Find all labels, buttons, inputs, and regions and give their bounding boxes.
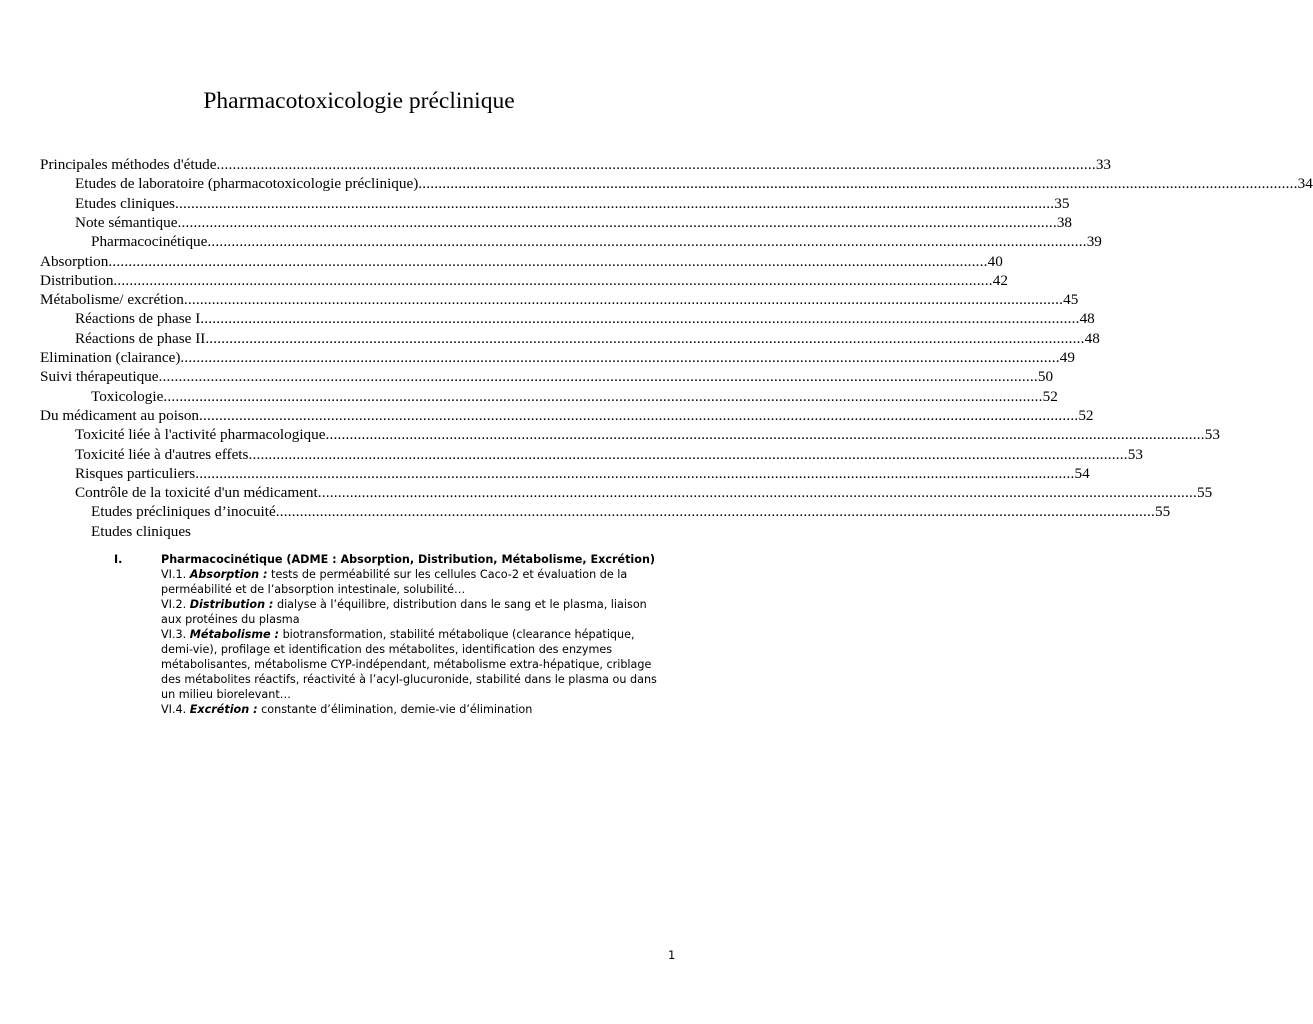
item-label: VI.1. [161,568,187,581]
section-title: Pharmacocinétique (ADME : Absorption, Distribution, Métabolisme, Excrétion) [161,553,656,566]
toc-entry-title: Du médicament au poison [40,406,200,424]
section-number: I. [114,553,123,566]
toc-entry-title: Réactions de phase II [75,329,206,347]
section-item-absorption [161,567,659,597]
toc-entry[interactable] [75,213,1072,232]
toc-dot-leader: ............................................................................................................................................................................................................................ [207,233,1087,251]
toc-entry-page: 53 [1204,426,1220,444]
toc-entry-title: Contrôle de la toxicité d'un médicament [75,484,318,502]
toc-dot-leader: ............................................................................................................................................................................................................................ [199,406,1079,424]
page-title: Pharmacotoxicologie préclinique [203,88,515,114]
toc-dot-leader: ............................................................................................................................................................................................................................ [205,329,1085,347]
toc-entry-page: 48 [1079,310,1095,328]
item-text: biotransformation, stabilité métabolique (clearance hépatique, demi-vie), profilage et identification des métabolites, identification des enzymes métabolisantes, métabolisme CYP-indépendant, métabolisme extra-hépatique, criblage des métabolites réactifs, réactivité à l’acyl-glucuronide, stabilité dans le plasma ou dans un milieu biorelevant… [161,628,657,701]
toc-entry-page: 34 [1297,175,1313,193]
toc-dot-leader: ............................................................................................................................................................................................................................ [177,213,1057,231]
toc-entry[interactable] [40,155,1112,174]
toc-entry-page: 35 [1054,194,1070,212]
item-term: Distribution : [189,598,274,611]
toc-entry-page: 50 [1037,368,1054,386]
section-item-distribution [161,597,659,627]
toc-entry-page: 38 [1056,213,1072,231]
toc-entry-page: 39 [1086,233,1102,251]
toc-entry[interactable] [40,367,1054,386]
toc-entry-page: 48 [1084,329,1100,347]
toc-entry-page: 40 [987,252,1003,270]
toc-entry-page: 42 [992,271,1008,289]
toc-dot-leader: ............................................................................................................................................................................................................................ [418,175,1298,193]
toc-entry-page: 45 [1063,291,1079,309]
toc-entry-title: Elimination (clairance) [40,349,181,366]
toc-entry-title: Distribution [40,271,114,289]
toc-entry[interactable] [75,483,1213,502]
toc-entry[interactable] [40,348,1075,367]
section-item-metabolism [161,627,659,702]
page-number: 1 [668,948,676,962]
toc-dot-leader: ............................................................................................................................................................................................................................ [325,426,1205,444]
section-body [161,567,659,717]
toc-entry-page: 55 [1197,484,1213,502]
toc-dot-leader: ............................................................................................................................................................................................................................ [275,503,1156,521]
toc-entry-page: 52 [1042,387,1058,405]
toc-entry-page: 49 [1059,349,1075,366]
toc-entry-title: Absorption [40,252,109,270]
toc-entry[interactable] [75,445,1143,464]
toc-entry[interactable] [40,406,1094,425]
toc-entry-title: Etudes de laboratoire (pharmacotoxicologie préclinique) [75,175,419,193]
toc-dot-leader: ............................................................................................................................................................................................................................ [108,252,988,270]
toc-entry-title: Réactions de phase I [75,310,201,328]
toc-entry[interactable] [75,309,1095,328]
toc-entry-title: Pharmacocinétique [91,233,208,251]
toc-entry[interactable] [40,271,1008,290]
toc-entry[interactable] [75,425,1220,444]
item-label: VI.4. [161,703,187,716]
item-term: Absorption : [189,568,268,581]
toc-dot-leader: ............................................................................................................................................................................................................................ [317,484,1198,502]
toc-entry-title: Toxicité liée à l'activité pharmacologique [75,426,326,444]
toc-entry-page: 52 [1078,406,1094,424]
toc-dot-leader: ............................................................................................................................................................................................................................ [158,368,1038,386]
toc-entry-title: Suivi thérapeutique [40,368,159,386]
item-term: Métabolisme : [189,628,280,641]
item-text: tests de perméabilité sur les cellules Caco-2 et évaluation de la perméabilité et de l’absorption intestinale, solubilité… [161,568,628,596]
toc-dot-leader: ............................................................................................................................................................................................................................ [195,464,1075,482]
section-heading [0,552,660,567]
toc-entry-title: Etudes précliniques d’inocuité [91,503,276,521]
toc-dot-leader: ............................................................................................................................................................................................................................ [180,349,1060,366]
toc-entry-title: Toxicologie [91,387,164,405]
toc-entry[interactable] [75,194,1070,213]
toc-entry[interactable] [91,232,1102,251]
toc-entry-title: Etudes cliniques [75,194,175,212]
toc-entry-title: Principales méthodes d'étude [40,156,217,173]
toc-entry-title: Métabolisme/ excrétion [40,291,184,309]
toc-entry-title: Note sémantique [75,213,178,231]
toc-dot-leader: ............................................................................................................................................................................................................................ [216,156,1096,173]
toc-dot-leader: ............................................................................................................................................................................................................................ [163,387,1043,405]
section-item-excretion [161,702,659,717]
toc-dot-leader: ............................................................................................................................................................................................................................ [174,194,1055,212]
toc-entry[interactable] [91,502,1171,521]
toc-entry[interactable] [40,252,1003,271]
toc-dot-leader: ............................................................................................................................................................................................................................ [200,310,1080,328]
item-label: VI.2. [161,598,187,611]
toc-entry[interactable] [75,464,1090,483]
toc-entry[interactable] [75,174,1313,193]
toc-dot-leader: ............................................................................................................................................................................................................................ [113,271,993,289]
toc-dot-leader: ............................................................................................................................................................................................................................ [183,291,1064,309]
toc-entry-title: Risques particuliers [75,464,196,482]
toc-entry[interactable] [75,329,1100,348]
toc-entry-page: 54 [1074,464,1090,482]
toc-entry[interactable] [91,387,1058,406]
toc-entry-page: 55 [1155,503,1171,521]
toc-entry-title: Toxicité liée à d'autres effets [75,445,249,463]
toc-entry-title: Etudes cliniques [91,522,191,540]
item-term: Excrétion : [189,703,258,716]
item-label: VI.3. [161,628,187,641]
toc-entry[interactable] [40,290,1079,309]
item-text: dialyse à l’équilibre, distribution dans le sang et le plasma, liaison aux protéines du plasma [161,598,647,626]
toc-entry-page: 33 [1095,156,1112,173]
toc-entry-page: 53 [1127,445,1143,463]
item-text: constante d’élimination, demie-vie d’élimination [257,703,533,716]
toc-dot-leader: ............................................................................................................................................................................................................................ [248,445,1128,463]
toc-entry[interactable] [91,522,191,541]
